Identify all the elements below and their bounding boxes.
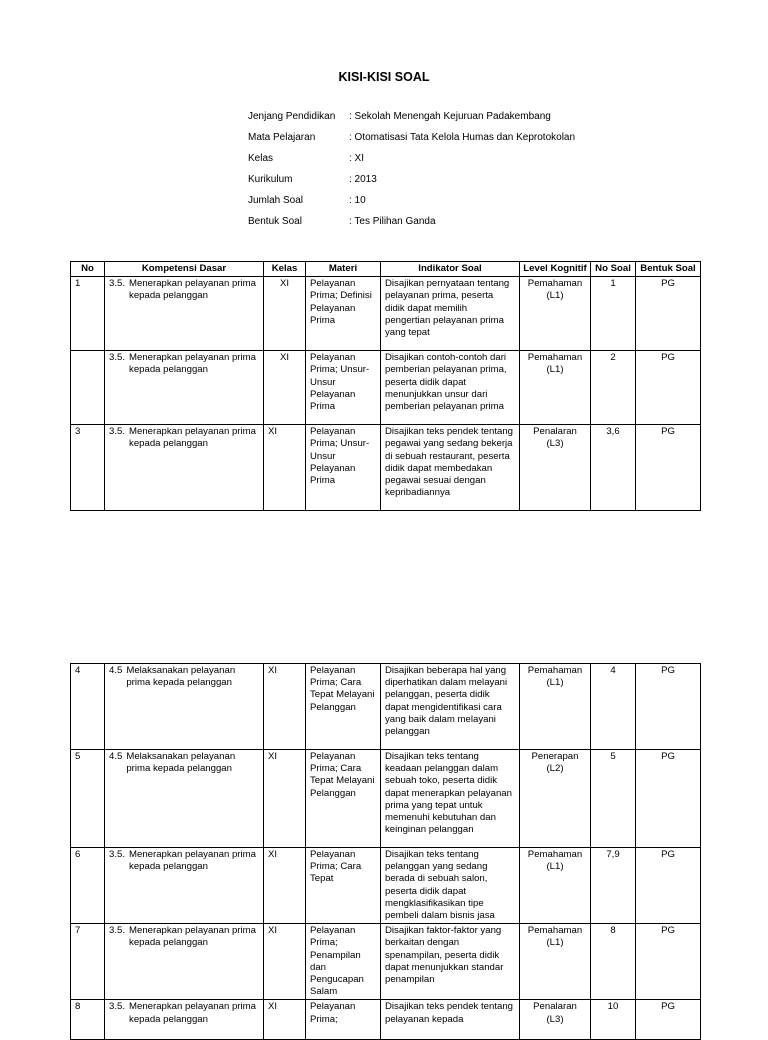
table-row (71, 351, 701, 425)
header-level-kognitif: Level Kognitif (520, 262, 591, 277)
cell-indikator: Disajikan beberapa hal yang diperhatikan dalam melayani pelanggan, peserta didik dapat mengidentifikasi cara yang baik dalam melayani pelanggan (381, 664, 520, 750)
cell-bentuk: PG (636, 1000, 701, 1040)
cell-no-soal: 5 (591, 750, 636, 848)
header-materi: Materi (306, 262, 381, 277)
cell-bentuk: PG (636, 750, 701, 848)
meta-row-jenjang: Jenjang Pendidikan : Sekolah Menengah Kejuruan Padakembang (248, 111, 551, 122)
cell-level: Pemahaman (L1) (520, 351, 591, 425)
document-meta (248, 110, 575, 236)
cell-bentuk: PG (636, 351, 701, 425)
cell-kompetensi-dasar: 3.5. Menerapkan pelayanan prima kepada pelanggan (105, 848, 264, 924)
cell-level: Penalaran (L3) (520, 1000, 591, 1040)
cell-kompetensi-dasar: 3.5. Menerapkan pelayanan prima kepada pelanggan (105, 425, 264, 511)
table-row (71, 1000, 701, 1040)
cell-kelas: XI (264, 1000, 306, 1040)
cell-no: 3 (71, 425, 105, 511)
cell-no: 8 (71, 1000, 105, 1040)
header-kompetensi-dasar: Kompetensi Dasar (105, 262, 264, 277)
cell-kompetensi-dasar: 3.5. Menerapkan pelayanan prima kepada pelanggan (105, 351, 264, 425)
cell-kelas: XI (264, 277, 306, 351)
cell-indikator: Disajikan contoh-contoh dari pemberian pelayanan prima, peserta didik dapat menunjukkan unsur dari pemberian pelayanan prima (381, 351, 520, 425)
cell-kelas: XI (264, 848, 306, 924)
cell-no: 5 (71, 750, 105, 848)
header-no-soal: No Soal (591, 262, 636, 277)
cell-kelas: XI (264, 664, 306, 750)
cell-materi: Pelayanan Prima; Definisi Pelayanan Prima (306, 277, 381, 351)
cell-kompetensi-dasar: 3.5. Menerapkan pelayanan prima kepada pelanggan (105, 1000, 264, 1040)
cell-indikator: Disajikan pernyataan tentang pelayanan prima, peserta didik dapat memilih pengertian pelayanan prima yang tepat (381, 277, 520, 351)
table-row (71, 664, 701, 750)
cell-kelas: XI (264, 351, 306, 425)
kisi-kisi-table-continued (70, 663, 701, 1040)
cell-no-soal: 10 (591, 1000, 636, 1040)
cell-bentuk: PG (636, 848, 701, 924)
cell-kelas: XI (264, 750, 306, 848)
cell-no (71, 351, 105, 425)
meta-row-kelas: Kelas : XI (248, 153, 365, 164)
cell-no-soal: 3,6 (591, 425, 636, 511)
page-title: KISI-KISI SOAL (338, 70, 430, 84)
meta-row-bentuk-soal: Bentuk Soal : Tes Pilihan Ganda (248, 216, 436, 227)
table-row (71, 924, 701, 1000)
cell-indikator: Disajikan teks pendek tentang pegawai yang sedang bekerja di sebuah restaurant, peserta didik dapat membedakan pegawai sesuai dengan kepribadiannya (381, 425, 520, 511)
cell-level: Penerapan (L2) (520, 750, 591, 848)
header-bentuk-soal: Bentuk Soal (636, 262, 701, 277)
cell-level: Pemahaman (L1) (520, 664, 591, 750)
cell-materi: Pelayanan Prima; Cara Tepat Melayani Pelanggan (306, 664, 381, 750)
cell-level: Penalaran (L3) (520, 425, 591, 511)
cell-level: Pemahaman (L1) (520, 848, 591, 924)
cell-bentuk: PG (636, 924, 701, 1000)
cell-no: 1 (71, 277, 105, 351)
cell-materi: Pelayanan Prima; Unsur-Unsur Pelayanan Prima (306, 351, 381, 425)
cell-indikator: Disajikan faktor-faktor yang berkaitan dengan spenampilan, peserta didik dapat menunjukkan standar penampilan (381, 924, 520, 1000)
cell-kompetensi-dasar: 3.5. Menerapkan pelayanan prima kepada pelanggan (105, 924, 264, 1000)
cell-materi: Pelayanan Prima; Penampilan dan Pengucapan Salam (306, 924, 381, 1000)
cell-kompetensi-dasar: 4.5 Melaksanakan pelayanan prima kepada pelanggan (105, 750, 264, 848)
cell-materi: Pelayanan Prima; Cara Tepat Melayani Pelanggan (306, 750, 381, 848)
cell-materi: Pelayanan Prima; Cara Tepat (306, 848, 381, 924)
table-row (71, 425, 701, 511)
cell-materi: Pelayanan Prima; Unsur-Unsur Pelayanan Prima (306, 425, 381, 511)
cell-no: 4 (71, 664, 105, 750)
cell-level: Pemahaman (L1) (520, 277, 591, 351)
header-no: No (71, 262, 105, 277)
cell-level: Pemahaman (L1) (520, 924, 591, 1000)
cell-no-soal: 2 (591, 351, 636, 425)
meta-row-mapel: Mata Pelajaran : Otomatisasi Tata Kelola Humas dan Keprotokolan (248, 132, 576, 143)
cell-indikator: Disajikan teks tentang pelanggan yang sedang berada di sebuah salon, peserta didik dapat mengklasifikasikan tipe pembeli dalam bisnis jasa (381, 848, 520, 924)
cell-kelas: XI (264, 924, 306, 1000)
cell-bentuk: PG (636, 664, 701, 750)
table-row (71, 848, 701, 924)
cell-bentuk: PG (636, 425, 701, 511)
cell-bentuk: PG (636, 277, 701, 351)
cell-indikator: Disajikan teks pendek tentang pelayanan kepada (381, 1000, 520, 1040)
meta-row-jumlah-soal: Jumlah Soal : 10 (248, 195, 366, 206)
cell-kompetensi-dasar: 4.5 Melaksanakan pelayanan prima kepada pelanggan (105, 664, 264, 750)
cell-no-soal: 8 (591, 924, 636, 1000)
cell-kelas: XI (264, 425, 306, 511)
cell-indikator: Disajikan teks tentang keadaan pelanggan dalam sebuah toko, peserta didik dapat menerapkan pelayanan prima yang tepat untuk memenuhi kebutuhan dan keinginan pelanggan (381, 750, 520, 848)
kisi-kisi-table (70, 261, 701, 511)
meta-row-kurikulum: Kurikulum : 2013 (248, 174, 377, 185)
cell-no-soal: 7,9 (591, 848, 636, 924)
header-kelas: Kelas (264, 262, 306, 277)
table-row (71, 277, 701, 351)
table-header-row (71, 262, 701, 277)
cell-materi: Pelayanan Prima; (306, 1000, 381, 1040)
cell-no: 7 (71, 924, 105, 1000)
cell-no-soal: 1 (591, 277, 636, 351)
table-row (71, 750, 701, 848)
cell-no-soal: 4 (591, 664, 636, 750)
cell-no: 6 (71, 848, 105, 924)
header-indikator-soal: Indikator Soal (381, 262, 520, 277)
cell-kompetensi-dasar: 3.5. Menerapkan pelayanan prima kepada pelanggan (105, 277, 264, 351)
